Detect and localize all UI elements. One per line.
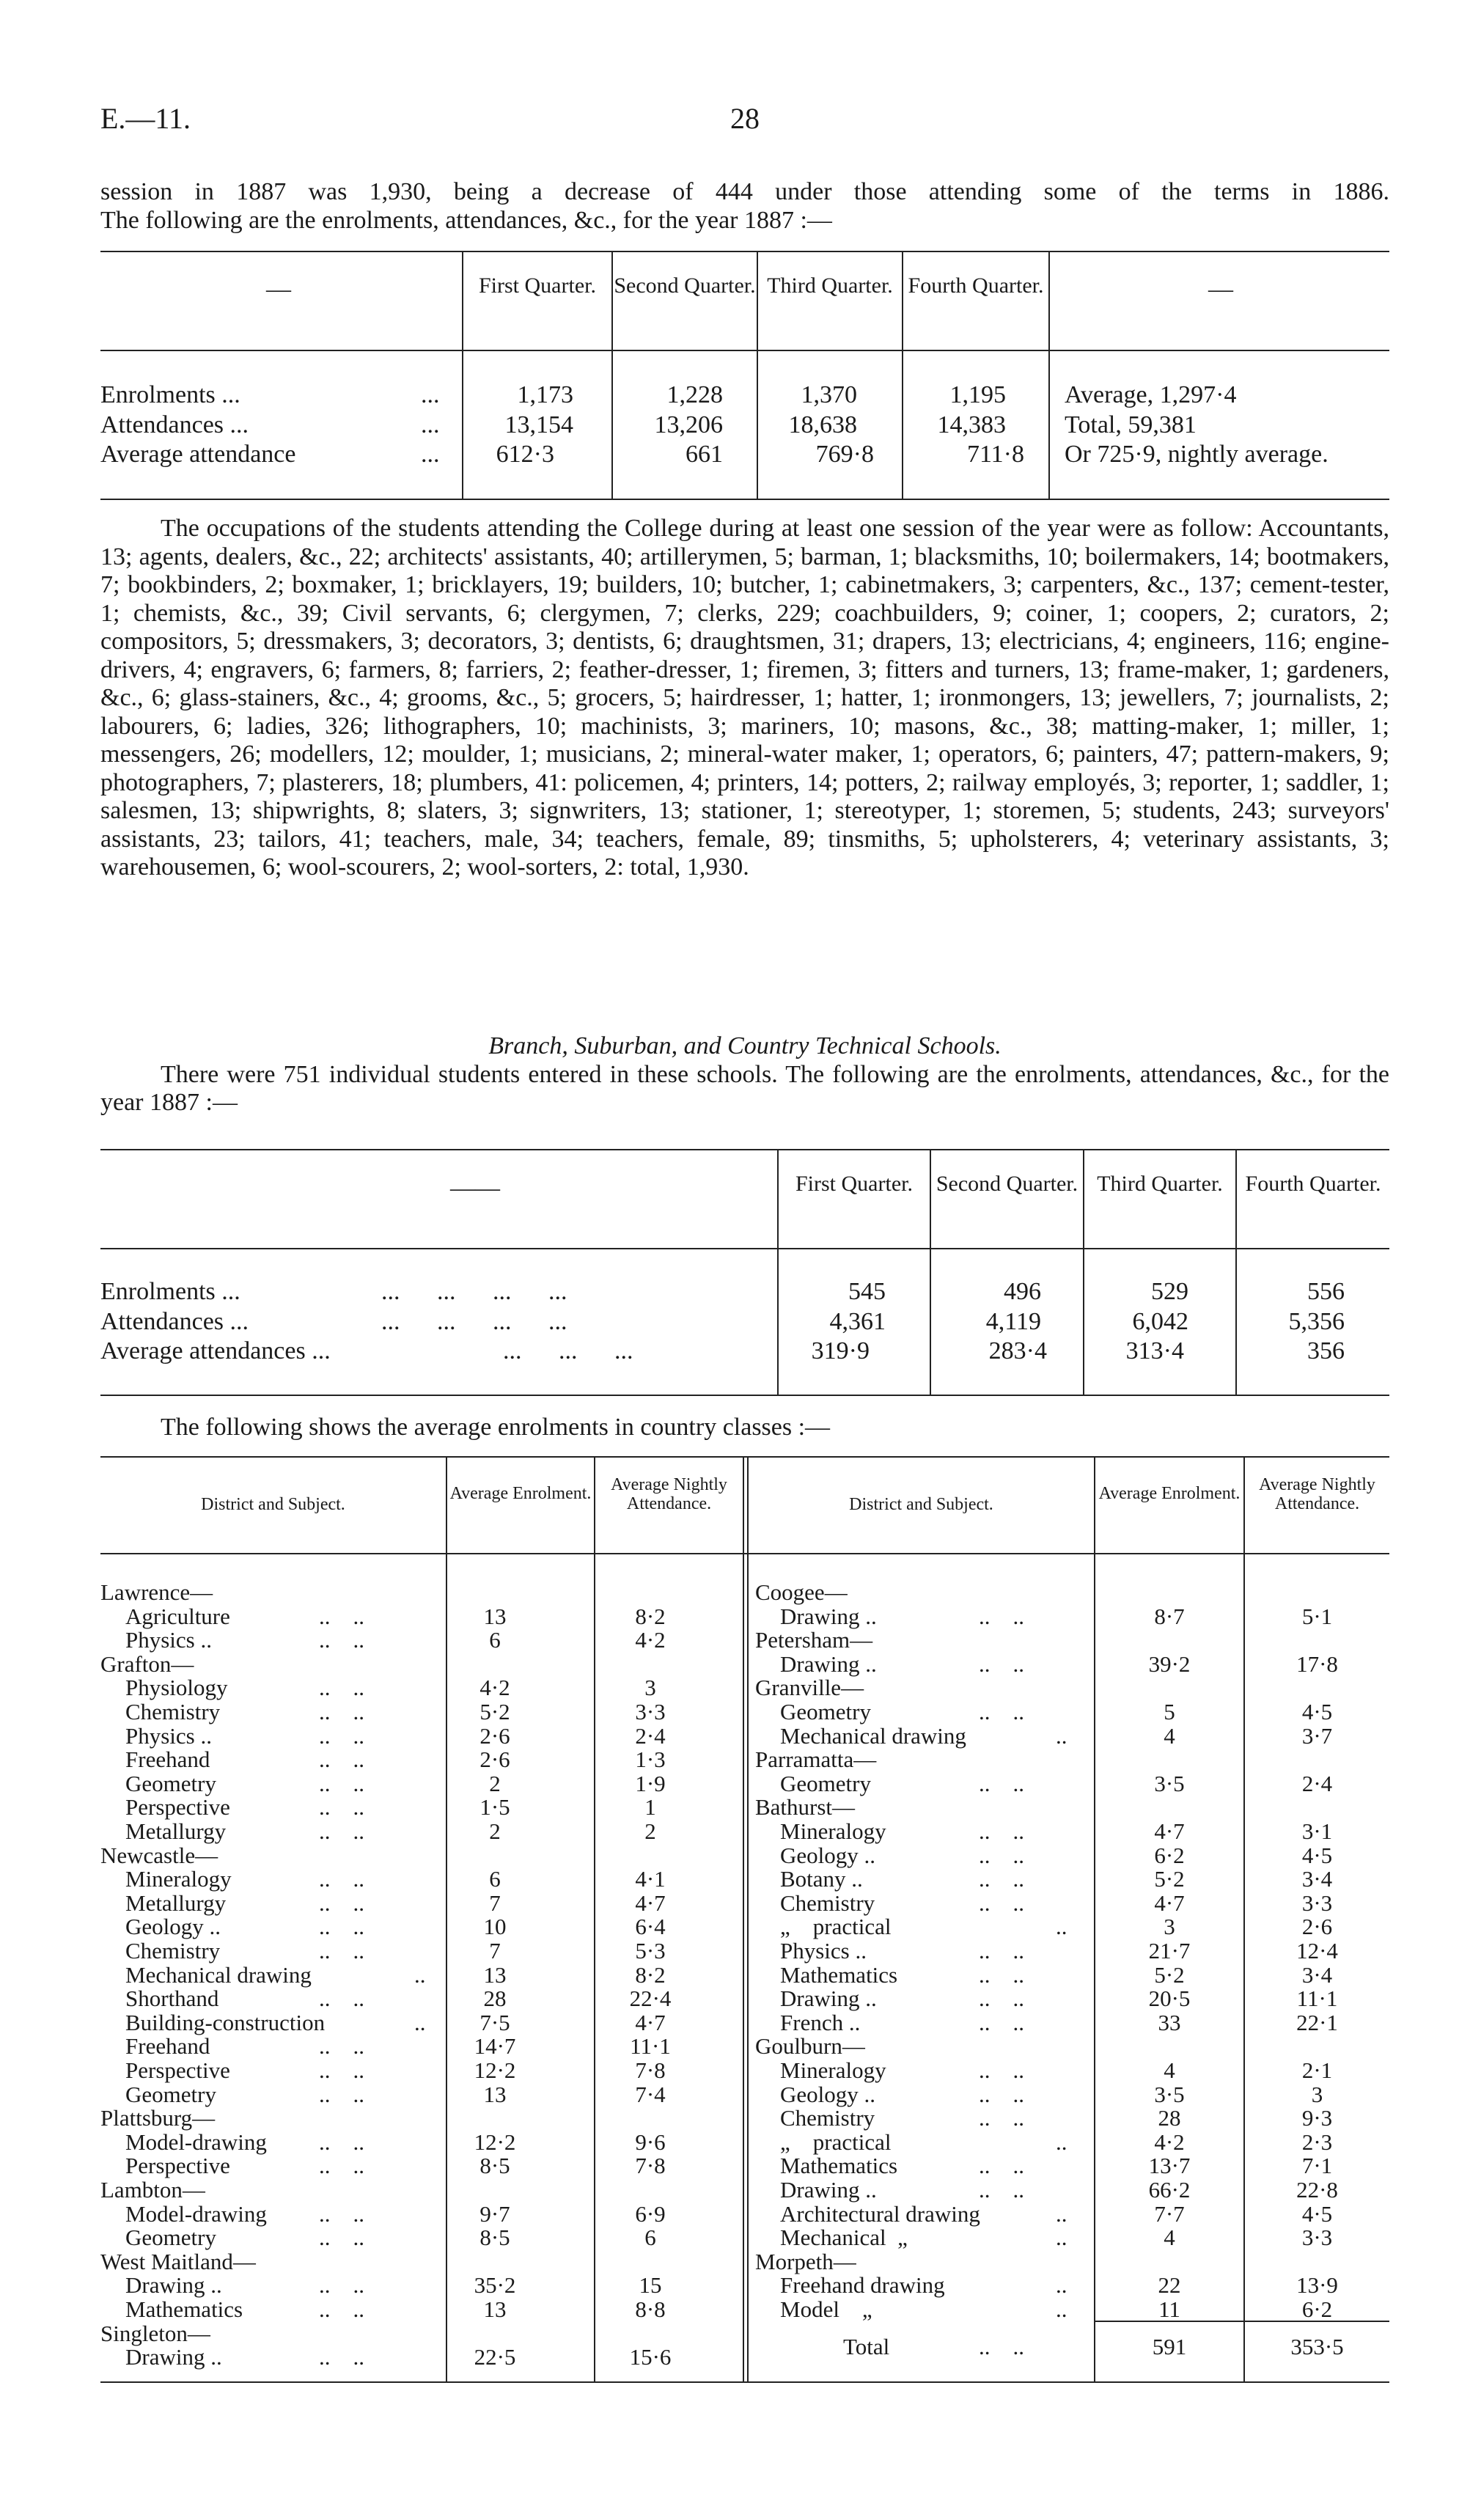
- leader-dots: .. ..: [319, 1818, 364, 1844]
- enrolment-value: 10: [483, 1914, 507, 1940]
- attendance-value: 22·4: [629, 1985, 672, 2012]
- table2-stub-dash: ——: [450, 1175, 500, 1202]
- table1-header-q4: Fourth Quarter.: [908, 273, 1044, 298]
- attendance-value: 3·3: [1301, 2225, 1333, 2251]
- table3-header-rule: [100, 1553, 1389, 1554]
- cell-q4: 356: [1307, 1337, 1345, 1364]
- subject-label: Chemistry: [780, 1889, 875, 1916]
- enrolment-value: 7·7: [1154, 2200, 1185, 2227]
- enrolment-value: 5·2: [479, 1699, 510, 1724]
- table1-header-q1: First Quarter.: [479, 273, 596, 298]
- enrolment-value: 1·5: [479, 1794, 510, 1821]
- subject-label: Geometry: [780, 1770, 871, 1796]
- leader-dots: .. ..: [319, 2057, 364, 2083]
- leader-dots: .. ..: [979, 2105, 1024, 2131]
- page-number: 28: [730, 102, 760, 135]
- attendance-value: 6·9: [635, 2200, 666, 2227]
- district-label: Granville—: [755, 1675, 864, 1701]
- district-label: Bathurst—: [755, 1794, 856, 1821]
- subject-label: Drawing ..: [780, 1650, 877, 1677]
- table1-bottom-rule: [100, 499, 1389, 500]
- attendance-value: 1·9: [635, 1770, 666, 1796]
- district-label: Parramatta—: [755, 1746, 877, 1773]
- district-label: Petersham—: [755, 1627, 873, 1653]
- row-dots: ...: [421, 381, 440, 408]
- row-label: Enrolments ...: [100, 381, 240, 408]
- row-label: Attendances ...: [100, 411, 249, 438]
- leader-dots: ..: [1056, 2272, 1067, 2299]
- subject-label: Metallurgy: [125, 1818, 227, 1844]
- leader-dots: .. ..: [319, 2296, 364, 2322]
- leader-dots: .. ..: [319, 1889, 364, 1916]
- subject-label: Chemistry: [125, 1938, 221, 1964]
- table1-header-rule: [100, 350, 1389, 351]
- attendance-value: 3·4: [1301, 1866, 1333, 1892]
- leader-dots: .. ..: [979, 1603, 1024, 1629]
- attendance-value: 3·3: [1301, 1889, 1333, 1916]
- attendance-value: 2: [644, 1818, 656, 1844]
- row-label: Average attendances ...: [100, 1337, 331, 1364]
- enrolment-value: 5·2: [1154, 1961, 1185, 1988]
- attendance-value: 3·7: [1301, 1722, 1333, 1749]
- table2-top-rule: [100, 1149, 1389, 1150]
- district-label: Lambton—: [100, 2177, 205, 2203]
- subject-label: „ practical: [780, 1914, 892, 1940]
- district-label: Lawrence—: [100, 1579, 213, 1605]
- row-note: Or 725·9, nightly average.: [1065, 441, 1329, 468]
- enrolment-value: 22: [1158, 2272, 1181, 2299]
- leader-dots: .. ..: [319, 1675, 364, 1701]
- row-dots: ...: [421, 411, 440, 438]
- subject-label: Agriculture: [125, 1603, 230, 1629]
- leader-dots: .. ..: [979, 2009, 1024, 2035]
- attendance-value: 15: [639, 2272, 662, 2299]
- attendance-value: 4·1: [635, 1866, 666, 1892]
- subject-label: Geometry: [125, 1770, 216, 1796]
- subject-label: Model-drawing: [125, 2128, 267, 2155]
- attendance-value: 4·5: [1301, 1842, 1333, 1868]
- cell-q3: 6,042: [1132, 1308, 1188, 1335]
- total-dots: .. ..: [979, 2334, 1024, 2359]
- subject-label: Physiology: [125, 1675, 228, 1701]
- intro-line-2: The following are the enrolments, attendances, &c., for the year 1887 :—: [100, 206, 832, 234]
- row-dots: ... ... ... ...: [381, 1278, 567, 1305]
- cell-q3: 769·8: [815, 441, 874, 468]
- leader-dots: .. ..: [979, 1938, 1024, 1964]
- leader-dots: ..: [1056, 1914, 1067, 1940]
- leader-dots: .. ..: [319, 2200, 364, 2227]
- table1-col-line: [1048, 251, 1050, 499]
- district-label: Singleton—: [100, 2320, 210, 2346]
- leader-dots: .. ..: [319, 2272, 364, 2299]
- cell-q3: 1,370: [801, 381, 857, 408]
- leader-dots: .. ..: [979, 2081, 1024, 2107]
- enrolment-value: 20·5: [1148, 1985, 1191, 2012]
- occupations-text: The occupations of the students attending the College during at least one session of the year were as follow: Accountants, 13; agents, dealers, &c., 22; architects' assistants, 40; artillerymen, 5; barman, 1; blacksmiths, 10; boilermakers, 14; bootmakers, 7; bookbinders, 2; boxmaker, 1; bricklayers, 19; builders, 10; butcher, 1; cabinetmakers, 3; carpenters, &c., 137; cement-tester, 1; chemists, &c., 39; Civil servants, 6; clergymen, 7; clerks, 229; coachbuilders, 9; coiner, 1; coopers, 2; curators, 2; compositors, 5; dressmakers, 3; decorators, 3; dentists, 6; draughtsmen, 31; drapers, 13; electricians, 4; engineers, 116; engine-drivers, 4; engravers, 6; farmers, 8; farriers, 2; feather-dresser, 1; firemen, 3; fitters and turners, 13; frame-maker, 1; gardeners, &c., 6; glass-stainers, &c., 4; grooms, &c., 5; grocers, 5; hairdresser, 1; hatter, 1; ironmongers, 13; jewellers, 7; journalists, 2; labourers, 6; ladies, 326; lithographers, 10; machinists, 3; mariners, 10; masons, &c., 38; matting-maker, 1; miller, 1; messengers, 26; modellers, 12; moulder, 1; musicians, 2; mineral-water maker, 1; operators, 6; painters, 47; pattern-makers, 9; photographers, 7; plasterers, 18; plumbers, 41: policemen, 4; printers, 14; potters, 2; railway employés, 3; reporter, 1; saddler, 1; salesmen, 13; shipwrights, 8; slaters, 3; signwriters, 13; stationer, 1; stereotyper, 1; storemen, 5; students, 243; surveyors' assistants, 23; tailors, 41; teachers, male, 34; teachers, female, 89; tinsmiths, 5; upholsterers, 4; veterinary assistants, 3; warehousemen, 6; wool-scourers, 2; wool-sorters, 2: total, 1,930.: [100, 515, 1389, 881]
- attendance-value: 6: [644, 2225, 656, 2251]
- leader-dots: .. ..: [979, 1889, 1024, 1916]
- enrolment-value: 2·6: [479, 1722, 510, 1749]
- enrolment-value: 4: [1164, 2225, 1175, 2251]
- attendance-value: 3·1: [1301, 1818, 1333, 1844]
- table2-header-q2: Second Quarter.: [936, 1172, 1078, 1196]
- header-district-right: District and Subject.: [849, 1495, 993, 1514]
- row-dots: ... ... ... ...: [381, 1308, 567, 1335]
- leader-dots: .. ..: [319, 1770, 364, 1796]
- cell-q1: 319·9: [811, 1337, 870, 1364]
- leader-dots: .. ..: [319, 1866, 364, 1892]
- enrolment-value: 6: [489, 1866, 501, 1892]
- subject-label: Drawing ..: [125, 2344, 222, 2370]
- attendance-value: 7·8: [635, 2057, 666, 2083]
- cell-q2: 283·4: [988, 1337, 1047, 1364]
- attendance-value: 3: [644, 1675, 656, 1701]
- subject-label: Mathematics: [780, 1961, 898, 1988]
- table2-header-q4: Fourth Quarter.: [1245, 1172, 1381, 1196]
- row-dots: ...: [421, 441, 440, 468]
- attendance-value: 4·5: [1301, 1699, 1333, 1724]
- attendance-value: 11·1: [630, 2033, 671, 2060]
- enrolment-value: 13: [483, 2296, 507, 2322]
- leader-dots: .. ..: [979, 1961, 1024, 1988]
- subject-label: Physics ..: [125, 1722, 212, 1749]
- subject-label: Geology ..: [125, 1914, 221, 1940]
- table1-note-dash: —: [1208, 276, 1233, 303]
- subject-label: Building-construction: [125, 2009, 326, 2035]
- attendance-value: 5·1: [1301, 1603, 1333, 1629]
- district-label: Grafton—: [100, 1650, 194, 1677]
- enrolment-value: 35·2: [474, 2272, 516, 2299]
- attendance-value: 2·4: [1301, 1770, 1333, 1796]
- subject-label: Chemistry: [125, 1699, 221, 1724]
- row-note: Average, 1,297·4: [1065, 381, 1237, 408]
- enrolment-value: 3·5: [1154, 2081, 1185, 2107]
- enrolment-value: 12·2: [474, 2057, 516, 2083]
- cell-q4: 556: [1307, 1278, 1345, 1305]
- enrolment-value: 2·6: [479, 1746, 510, 1773]
- cell-q4: 5,356: [1288, 1308, 1345, 1335]
- cell-q3: 18,638: [788, 411, 857, 438]
- leader-dots: ..: [1056, 2296, 1067, 2322]
- table1-stub-dash: —: [266, 276, 291, 303]
- subject-label: Freehand: [125, 2033, 210, 2060]
- attendance-value: 3·3: [635, 1699, 666, 1724]
- total-label: Total: [843, 2334, 890, 2359]
- branch-text: There were 751 individual students entered in these schools. The following are the enrolments, attendances, &c., for the year 1887 :—: [100, 1060, 1389, 1116]
- attendance-value: 15·6: [629, 2344, 672, 2370]
- table2-bottom-rule: [100, 1395, 1389, 1396]
- district-label: Coogee—: [755, 1579, 848, 1605]
- table3-top-rule: [100, 1456, 1389, 1458]
- occupations-paragraph: [100, 515, 1389, 882]
- row-label: Enrolments ...: [100, 1278, 240, 1305]
- row-label: Attendances ...: [100, 1308, 249, 1335]
- leader-dots: ..: [1056, 2225, 1067, 2251]
- cell-q1: 13,154: [504, 411, 573, 438]
- subject-label: Mechanical drawing: [125, 1961, 312, 1988]
- table2-header-q1: First Quarter.: [795, 1172, 913, 1196]
- header-district-left: District and Subject.: [201, 1495, 345, 1514]
- enrolment-value: 66·2: [1148, 2177, 1191, 2203]
- table2-header-q3: Third Quarter.: [1097, 1172, 1223, 1196]
- attendance-value: 7·4: [635, 2081, 666, 2107]
- intro-line-1: session in 1887 was 1,930, being a decrease of 444 under those attending some of the terms in 1886.: [100, 178, 1389, 205]
- attendance-value: 8·2: [635, 1961, 666, 1988]
- subject-label: Physics ..: [780, 1938, 867, 1964]
- attendance-value: 6·4: [635, 1914, 666, 1940]
- leader-dots: .. ..: [319, 1603, 364, 1629]
- subject-label: Model-drawing: [125, 2200, 267, 2227]
- district-label: West Maitland—: [100, 2248, 256, 2274]
- attendance-value: 2·6: [1301, 1914, 1333, 1940]
- leader-dots: .. ..: [979, 1818, 1024, 1844]
- leader-dots: ..: [1056, 1722, 1067, 1749]
- attendance-value: 2·4: [635, 1722, 666, 1749]
- attendance-value: 12·4: [1296, 1938, 1338, 1964]
- table2-header-rule: [100, 1248, 1389, 1249]
- report-code: E.—11.: [100, 102, 191, 135]
- enrolment-value: 4: [1164, 2057, 1175, 2083]
- header-attendance-right: Average Nightly Attendance.: [1259, 1475, 1375, 1513]
- subject-label: Drawing ..: [125, 2272, 222, 2299]
- leader-dots: ..: [414, 1961, 426, 1988]
- enrolment-value: 9·7: [479, 2200, 510, 2227]
- table1-header-q2: Second Quarter.: [614, 273, 756, 298]
- enrolment-value: 28: [1158, 2105, 1181, 2131]
- leader-dots: .. ..: [319, 2128, 364, 2155]
- subject-label: Geology ..: [780, 2081, 876, 2107]
- attendance-value: 9·6: [635, 2128, 666, 2155]
- country-classes-intro: The following shows the average enrolments in country classes :—: [161, 1414, 831, 1441]
- attendance-value: 1: [644, 1794, 656, 1821]
- branch-heading: Branch, Suburban, and Country Technical Schools.: [488, 1032, 1002, 1059]
- enrolment-value: 8·5: [479, 2225, 510, 2251]
- attendance-value: 3: [1311, 2081, 1323, 2107]
- subject-label: Freehand drawing: [780, 2272, 945, 2299]
- subject-label: Mechanical „: [780, 2225, 908, 2251]
- attendance-value: 4·2: [635, 1627, 666, 1653]
- enrolment-value: 2: [489, 1818, 501, 1844]
- subject-label: Shorthand: [125, 1985, 219, 2012]
- row-note: Total, 59,381: [1065, 411, 1197, 438]
- leader-dots: .. ..: [979, 1650, 1024, 1677]
- cell-q1: 1,173: [517, 381, 573, 408]
- enrolment-value: 4·7: [1154, 1818, 1185, 1844]
- subject-label: Freehand: [125, 1746, 210, 1773]
- leader-dots: .. ..: [979, 1770, 1024, 1796]
- district-label: Morpeth—: [755, 2248, 856, 2274]
- total-enrolment: 591: [1152, 2334, 1187, 2359]
- row-dots: ... ... ...: [503, 1337, 633, 1364]
- cell-q2: 661: [686, 441, 723, 468]
- header-enrolment-left: Average Enrolment.: [449, 1484, 592, 1503]
- cell-q4: 1,195: [949, 381, 1006, 408]
- leader-dots: .. ..: [979, 1842, 1024, 1868]
- attendance-value: 6·2: [1301, 2296, 1333, 2322]
- leader-dots: .. ..: [319, 2225, 364, 2251]
- cell-q3: 313·4: [1125, 1337, 1184, 1364]
- leader-dots: .. ..: [319, 2081, 364, 2107]
- cell-q2: 496: [1004, 1278, 1041, 1305]
- cell-q4: 711·8: [966, 441, 1024, 468]
- total-attendance: 353·5: [1290, 2334, 1344, 2359]
- subject-label: Drawing ..: [780, 1985, 877, 2012]
- enrolment-value: 28: [483, 1985, 507, 2012]
- subject-label: Mathematics: [125, 2296, 243, 2322]
- attendance-value: 7·8: [635, 2153, 666, 2179]
- enrolment-value: 6: [489, 1627, 501, 1653]
- enrolment-value: 3·5: [1154, 1770, 1185, 1796]
- header-attendance-left: Average Nightly Attendance.: [611, 1475, 727, 1513]
- enrolment-value: 6·2: [1154, 1842, 1185, 1868]
- enrolment-value: 13: [483, 1603, 507, 1629]
- subject-label: Architectural drawing: [780, 2200, 980, 2227]
- attendance-value: 13·9: [1296, 2272, 1338, 2299]
- district-label: Newcastle—: [100, 1842, 218, 1868]
- enrolment-value: 4·7: [1154, 1889, 1185, 1916]
- enrolment-value: 39·2: [1148, 1650, 1191, 1677]
- attendance-value: 2·1: [1301, 2057, 1333, 2083]
- leader-dots: .. ..: [979, 1866, 1024, 1892]
- district-label: Goulburn—: [755, 2033, 865, 2060]
- cell-q3: 529: [1151, 1278, 1188, 1305]
- enrolment-value: 5: [1164, 1699, 1175, 1724]
- attendance-value: 22·8: [1296, 2177, 1338, 2203]
- enrolment-value: 3: [1164, 1914, 1175, 1940]
- enrolment-value: 12·2: [474, 2128, 516, 2155]
- table3-bottom-rule: [100, 2381, 1389, 2383]
- subject-label: Metallurgy: [125, 1889, 227, 1916]
- subject-label: Perspective: [125, 1794, 230, 1821]
- subject-label: Mineralogy: [780, 1818, 886, 1844]
- attendance-value: 7·1: [1301, 2153, 1333, 2179]
- leader-dots: .. ..: [979, 2177, 1024, 2203]
- subject-label: French ..: [780, 2009, 861, 2035]
- attendance-value: 5·3: [635, 1938, 666, 1964]
- enrolment-value: 7: [489, 1889, 501, 1916]
- enrolment-value: 22·5: [474, 2344, 516, 2370]
- enrolment-value: 4·2: [479, 1675, 510, 1701]
- attendance-value: 8·8: [635, 2296, 666, 2322]
- subject-label: Perspective: [125, 2057, 230, 2083]
- leader-dots: .. ..: [979, 2153, 1024, 2179]
- subject-label: Mineralogy: [780, 2057, 886, 2083]
- subject-label: Geology ..: [780, 1842, 876, 1868]
- enrolment-value: 13·7: [1148, 2153, 1191, 2179]
- leader-dots: .. ..: [319, 2344, 364, 2370]
- attendance-value: 4·7: [635, 1889, 666, 1916]
- subject-label: Perspective: [125, 2153, 230, 2179]
- enrolment-value: 5·2: [1154, 1866, 1185, 1892]
- leader-dots: .. ..: [319, 1985, 364, 2012]
- enrolment-value: 8·5: [479, 2153, 510, 2179]
- intro-paragraph: [100, 178, 1389, 235]
- leader-dots: .. ..: [319, 1746, 364, 1773]
- attendance-value: 9·3: [1301, 2105, 1333, 2131]
- enrolment-value: 4: [1164, 1722, 1175, 1749]
- leader-dots: ..: [1056, 2200, 1067, 2227]
- subject-label: Mechanical drawing: [780, 1722, 966, 1749]
- enrolment-value: 13: [483, 2081, 507, 2107]
- leader-dots: .. ..: [319, 1794, 364, 1821]
- attendance-value: 1·3: [635, 1746, 666, 1773]
- table3-col-line: [747, 1456, 749, 2381]
- subject-label: Geometry: [125, 2081, 216, 2107]
- branch-section: [100, 1032, 1389, 1117]
- subject-label: „ practical: [780, 2128, 892, 2155]
- enrolment-value: 21·7: [1148, 1938, 1191, 1964]
- leader-dots: ..: [414, 2009, 426, 2035]
- cell-q2: 1,228: [666, 381, 723, 408]
- table1-header-q3: Third Quarter.: [767, 273, 893, 298]
- cell-q4: 14,383: [937, 411, 1006, 438]
- enrolment-value: 7·5: [479, 2009, 510, 2035]
- header-enrolment-right: Average Enrolment.: [1098, 1484, 1241, 1503]
- subject-label: Botany ..: [780, 1866, 863, 1892]
- leader-dots: .. ..: [319, 1722, 364, 1749]
- attendance-value: 8·2: [635, 1603, 666, 1629]
- cell-q1: 612·3: [496, 441, 554, 468]
- leader-dots: .. ..: [979, 2057, 1024, 2083]
- cell-q2: 13,206: [654, 411, 723, 438]
- subject-label: Drawing ..: [780, 1603, 877, 1629]
- leader-dots: .. ..: [319, 1938, 364, 1964]
- enrolment-value: 13: [483, 1961, 507, 1988]
- subject-label: Drawing ..: [780, 2177, 877, 2203]
- enrolment-value: 7: [489, 1938, 501, 1964]
- enrolment-value: 4·2: [1154, 2128, 1185, 2155]
- district-label: Plattsburg—: [100, 2105, 216, 2131]
- leader-dots: .. ..: [319, 1699, 364, 1724]
- enrolment-value: 33: [1158, 2009, 1181, 2035]
- row-label: Average attendance: [100, 441, 296, 468]
- subject-label: Chemistry: [780, 2105, 875, 2131]
- enrolment-value: 11: [1158, 2296, 1180, 2322]
- leader-dots: .. ..: [319, 2033, 364, 2060]
- enrolment-value: 8·7: [1154, 1603, 1185, 1629]
- subject-label: Physics ..: [125, 1627, 212, 1653]
- attendance-value: 3·4: [1301, 1961, 1333, 1988]
- attendance-value: 17·8: [1296, 1650, 1338, 1677]
- enrolment-value: 14·7: [474, 2033, 516, 2060]
- attendance-value: 11·1: [1296, 1985, 1338, 2012]
- table1-top-rule: [100, 251, 1389, 252]
- subject-label: Geometry: [780, 1699, 871, 1724]
- attendance-value: 22·1: [1296, 2009, 1338, 2035]
- enrolment-value: 2: [489, 1770, 501, 1796]
- table3-col-line: [743, 1456, 744, 2381]
- leader-dots: .. ..: [979, 1985, 1024, 2012]
- leader-dots: .. ..: [319, 1627, 364, 1653]
- cell-q1: 4,361: [829, 1308, 886, 1335]
- leader-dots: .. ..: [979, 1699, 1024, 1724]
- attendance-value: 4·5: [1301, 2200, 1333, 2227]
- subject-label: Mathematics: [780, 2153, 898, 2179]
- leader-dots: ..: [1056, 2128, 1067, 2155]
- cell-q1: 545: [848, 1278, 886, 1305]
- subject-label: Mineralogy: [125, 1866, 232, 1892]
- subject-label: Geometry: [125, 2225, 216, 2251]
- leader-dots: .. ..: [319, 2153, 364, 2179]
- attendance-value: 2·3: [1301, 2128, 1333, 2155]
- attendance-value: 4·7: [635, 2009, 666, 2035]
- leader-dots: .. ..: [319, 1914, 364, 1940]
- subject-label: Model „: [780, 2296, 872, 2322]
- cell-q2: 4,119: [985, 1308, 1041, 1335]
